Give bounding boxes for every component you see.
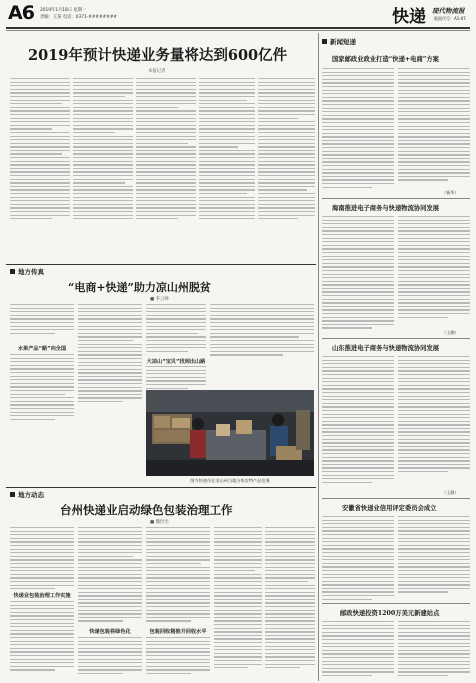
- date-line: 2019年1月18日 星期一: [40, 8, 87, 13]
- brief2-col2: [398, 216, 470, 320]
- article1-col1: [10, 78, 70, 222]
- section-marker-icon: [10, 492, 15, 497]
- right-section-label: 新闻短递: [330, 38, 356, 46]
- brief3-col1: [322, 356, 394, 485]
- editor-line: 责编：王某 电话：0371-########: [40, 15, 118, 20]
- article2-subhead: 水果产品“路”向全国: [17, 346, 67, 352]
- brief1-headline: 国家邮政业政业打造“快递+电商”方案: [332, 56, 439, 63]
- brief5-col1: [322, 621, 394, 679]
- article3-col4: [214, 527, 262, 671]
- article2-col2: [78, 304, 142, 405]
- article2-subhead2: 大凉山“宝贝”找到出山路: [146, 359, 206, 365]
- brief2-rule: [322, 198, 470, 199]
- article3-col3b: [146, 637, 210, 677]
- brief5-col2: [398, 621, 470, 679]
- masthead-rule-thin: [6, 30, 470, 31]
- brief3-headline: 山东推进电子商务与快递物流协同发展: [332, 345, 440, 352]
- article1-headline: 2019年预计快递业务量将达到600亿件: [28, 47, 288, 64]
- article3-col3: [146, 527, 210, 624]
- brief4-col2: [398, 516, 470, 595]
- article3-subhead-3: 包装回收箱推升回收水平: [149, 629, 207, 635]
- article2-col1b: [10, 354, 74, 422]
- brief5-headline: 邮政快递投资1200万美元新建站点: [340, 610, 440, 617]
- article2-photo: [146, 390, 314, 476]
- article3-col2b: [78, 637, 142, 677]
- brief3-source: （王静）: [442, 490, 459, 495]
- article3-col2: [78, 527, 142, 624]
- brief4-col1: [322, 516, 394, 602]
- article1-col2: [73, 78, 133, 222]
- article3-byline: ■ 魏世光: [150, 520, 169, 525]
- brief3-rule: [322, 338, 470, 339]
- article2-col3b: [146, 366, 206, 391]
- section-marker-icon: [322, 39, 327, 44]
- brief1-source: （新华）: [442, 190, 459, 195]
- article3-headline: 台州快递业启动绿色包装治理工作: [60, 503, 233, 517]
- section-marker-icon: [10, 269, 15, 274]
- article3-subhead-2: 快递包装将绿色化: [89, 629, 131, 635]
- section3-header: [10, 490, 44, 499]
- section-meta: 版面代号：A1-07: [434, 16, 466, 21]
- article2-headline: “电商+快递”助力凉山州脱贫: [68, 281, 211, 294]
- right-section-header: [322, 37, 356, 46]
- article2-photo-caption: 图为快递员在凉山州当地分拣农特产品包裹: [190, 478, 270, 483]
- masthead: [0, 0, 476, 26]
- article2-col1: [10, 304, 74, 336]
- brief1-col2: [398, 68, 470, 183]
- brief2-headline: 海南推进电子商务与快递物流协同发展: [332, 205, 440, 212]
- article1-byline: 本报记者: [148, 69, 166, 74]
- article3-col1: [10, 527, 74, 592]
- brief3-col2: [398, 356, 470, 475]
- brief4-headline: 安徽省快递业信用评定委员会成立: [342, 505, 437, 512]
- article1-col3: [136, 78, 196, 222]
- section2-label: 地方传真: [18, 268, 44, 276]
- section3-label: 地方动态: [18, 491, 44, 499]
- brief2-source: （王鹏）: [442, 330, 459, 335]
- brief1-col1: [322, 68, 394, 190]
- article3-subhead-1: 快递业包装治理工作实施: [13, 593, 71, 599]
- section3-rule: [6, 487, 316, 488]
- page-number: A6: [8, 2, 34, 24]
- brief2-col1: [322, 216, 394, 331]
- brief5-rule: [322, 603, 470, 604]
- article2-col4: [210, 304, 314, 358]
- article1-col4: [199, 78, 255, 222]
- section2-rule: [6, 264, 316, 265]
- masthead-rule: [6, 27, 470, 29]
- section2-header: [10, 267, 44, 276]
- brief4-rule: [322, 498, 470, 499]
- article2-byline: ■ 李云峰: [150, 297, 169, 302]
- article2-col3: [146, 304, 206, 354]
- column-divider: [318, 33, 319, 681]
- paper-name: 现代物流报: [432, 7, 465, 15]
- warehouse-photo-image: [146, 390, 314, 476]
- section-name: 快递: [392, 7, 426, 27]
- article3-col5: [265, 527, 315, 671]
- article1-col5: [258, 78, 315, 222]
- article3-col1b: [10, 601, 74, 673]
